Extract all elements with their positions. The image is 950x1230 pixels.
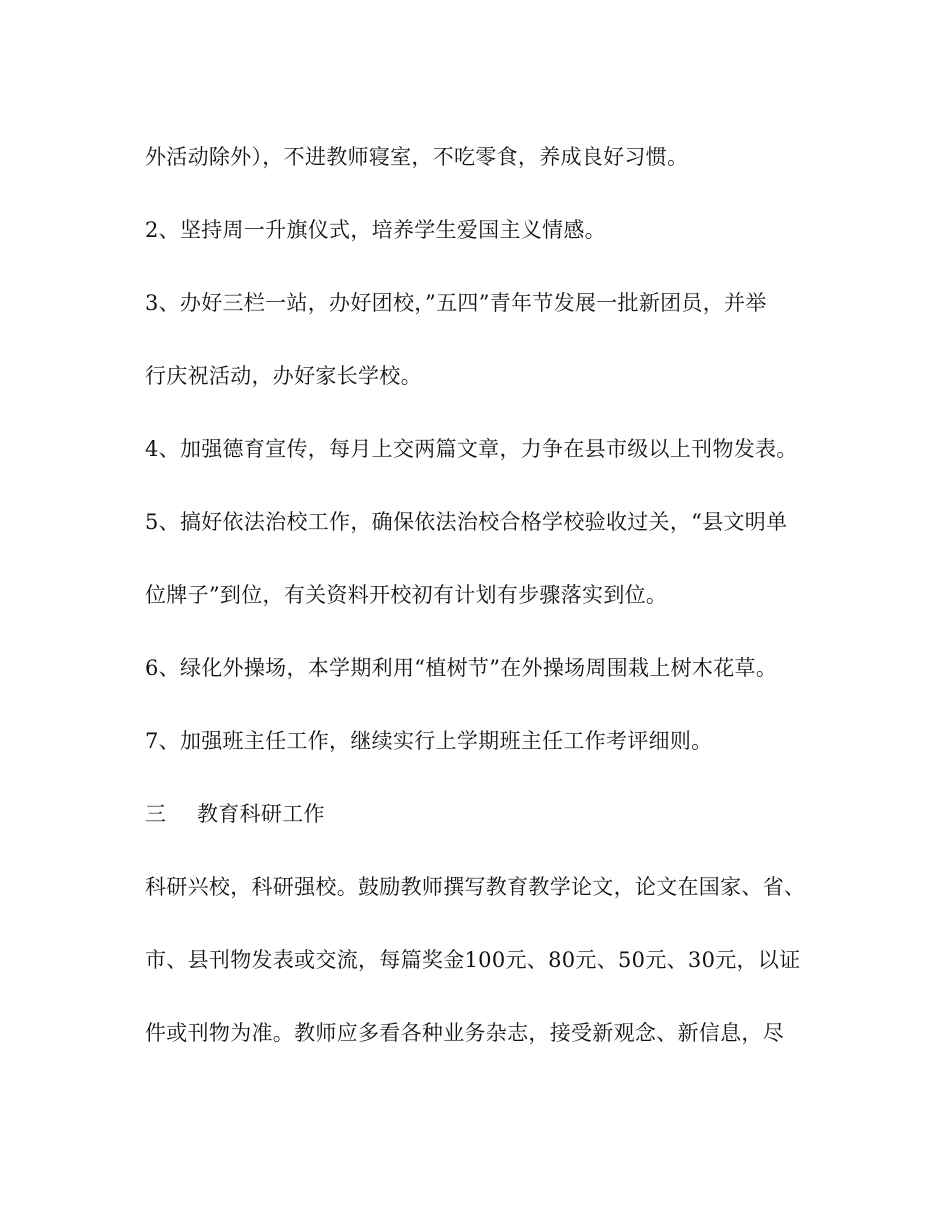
section-number: 三: [145, 802, 167, 826]
section-heading: [145, 800, 325, 828]
list-item-5: 5、搞好依法治校工作，确保依法治校合格学校验收过关，“县文明单: [145, 510, 788, 534]
paragraph-line-2: 市、县刊物发表或交流，每篇奖金100元、80元、50元、30元，以证: [145, 948, 801, 972]
list-item-3: 3、办好三栏一站，办好团校，”五四”青年节发展一批新团员，并举: [145, 291, 767, 315]
list-item-7: 7、加强班主任工作，继续实行上学期班主任工作考评细则。: [145, 729, 713, 753]
list-item-4: 4、加强德育宣传，每月上交两篇文章，力争在县市级以上刊物发表。: [145, 437, 798, 461]
section-title: 教育科研工作: [197, 802, 325, 826]
list-item-5-continued: 位牌子”到位，有关资料开校初有计划有步骤落实到位。: [145, 583, 668, 607]
list-item-6: 6、绿化外操场，本学期利用“植树节”在外操场周围栽上树木花草。: [145, 656, 778, 680]
list-item-2: 2、坚持周一升旗仪式，培养学生爱国主义情感。: [145, 218, 606, 242]
text-line-1: 外活动除外），不进教师寝室，不吃零食，养成良好习惯。: [145, 145, 689, 169]
paragraph-line-3: 件或刊物为准。教师应多看各种业务杂志，接受新观念、新信息，尽: [145, 1021, 784, 1045]
paragraph-line-1: 科研兴校，科研强校。鼓励教师撰写教育教学论文，论文在国家、省、: [145, 875, 806, 899]
list-item-3-continued: 行庆祝活动，办好家长学校。: [145, 364, 422, 388]
